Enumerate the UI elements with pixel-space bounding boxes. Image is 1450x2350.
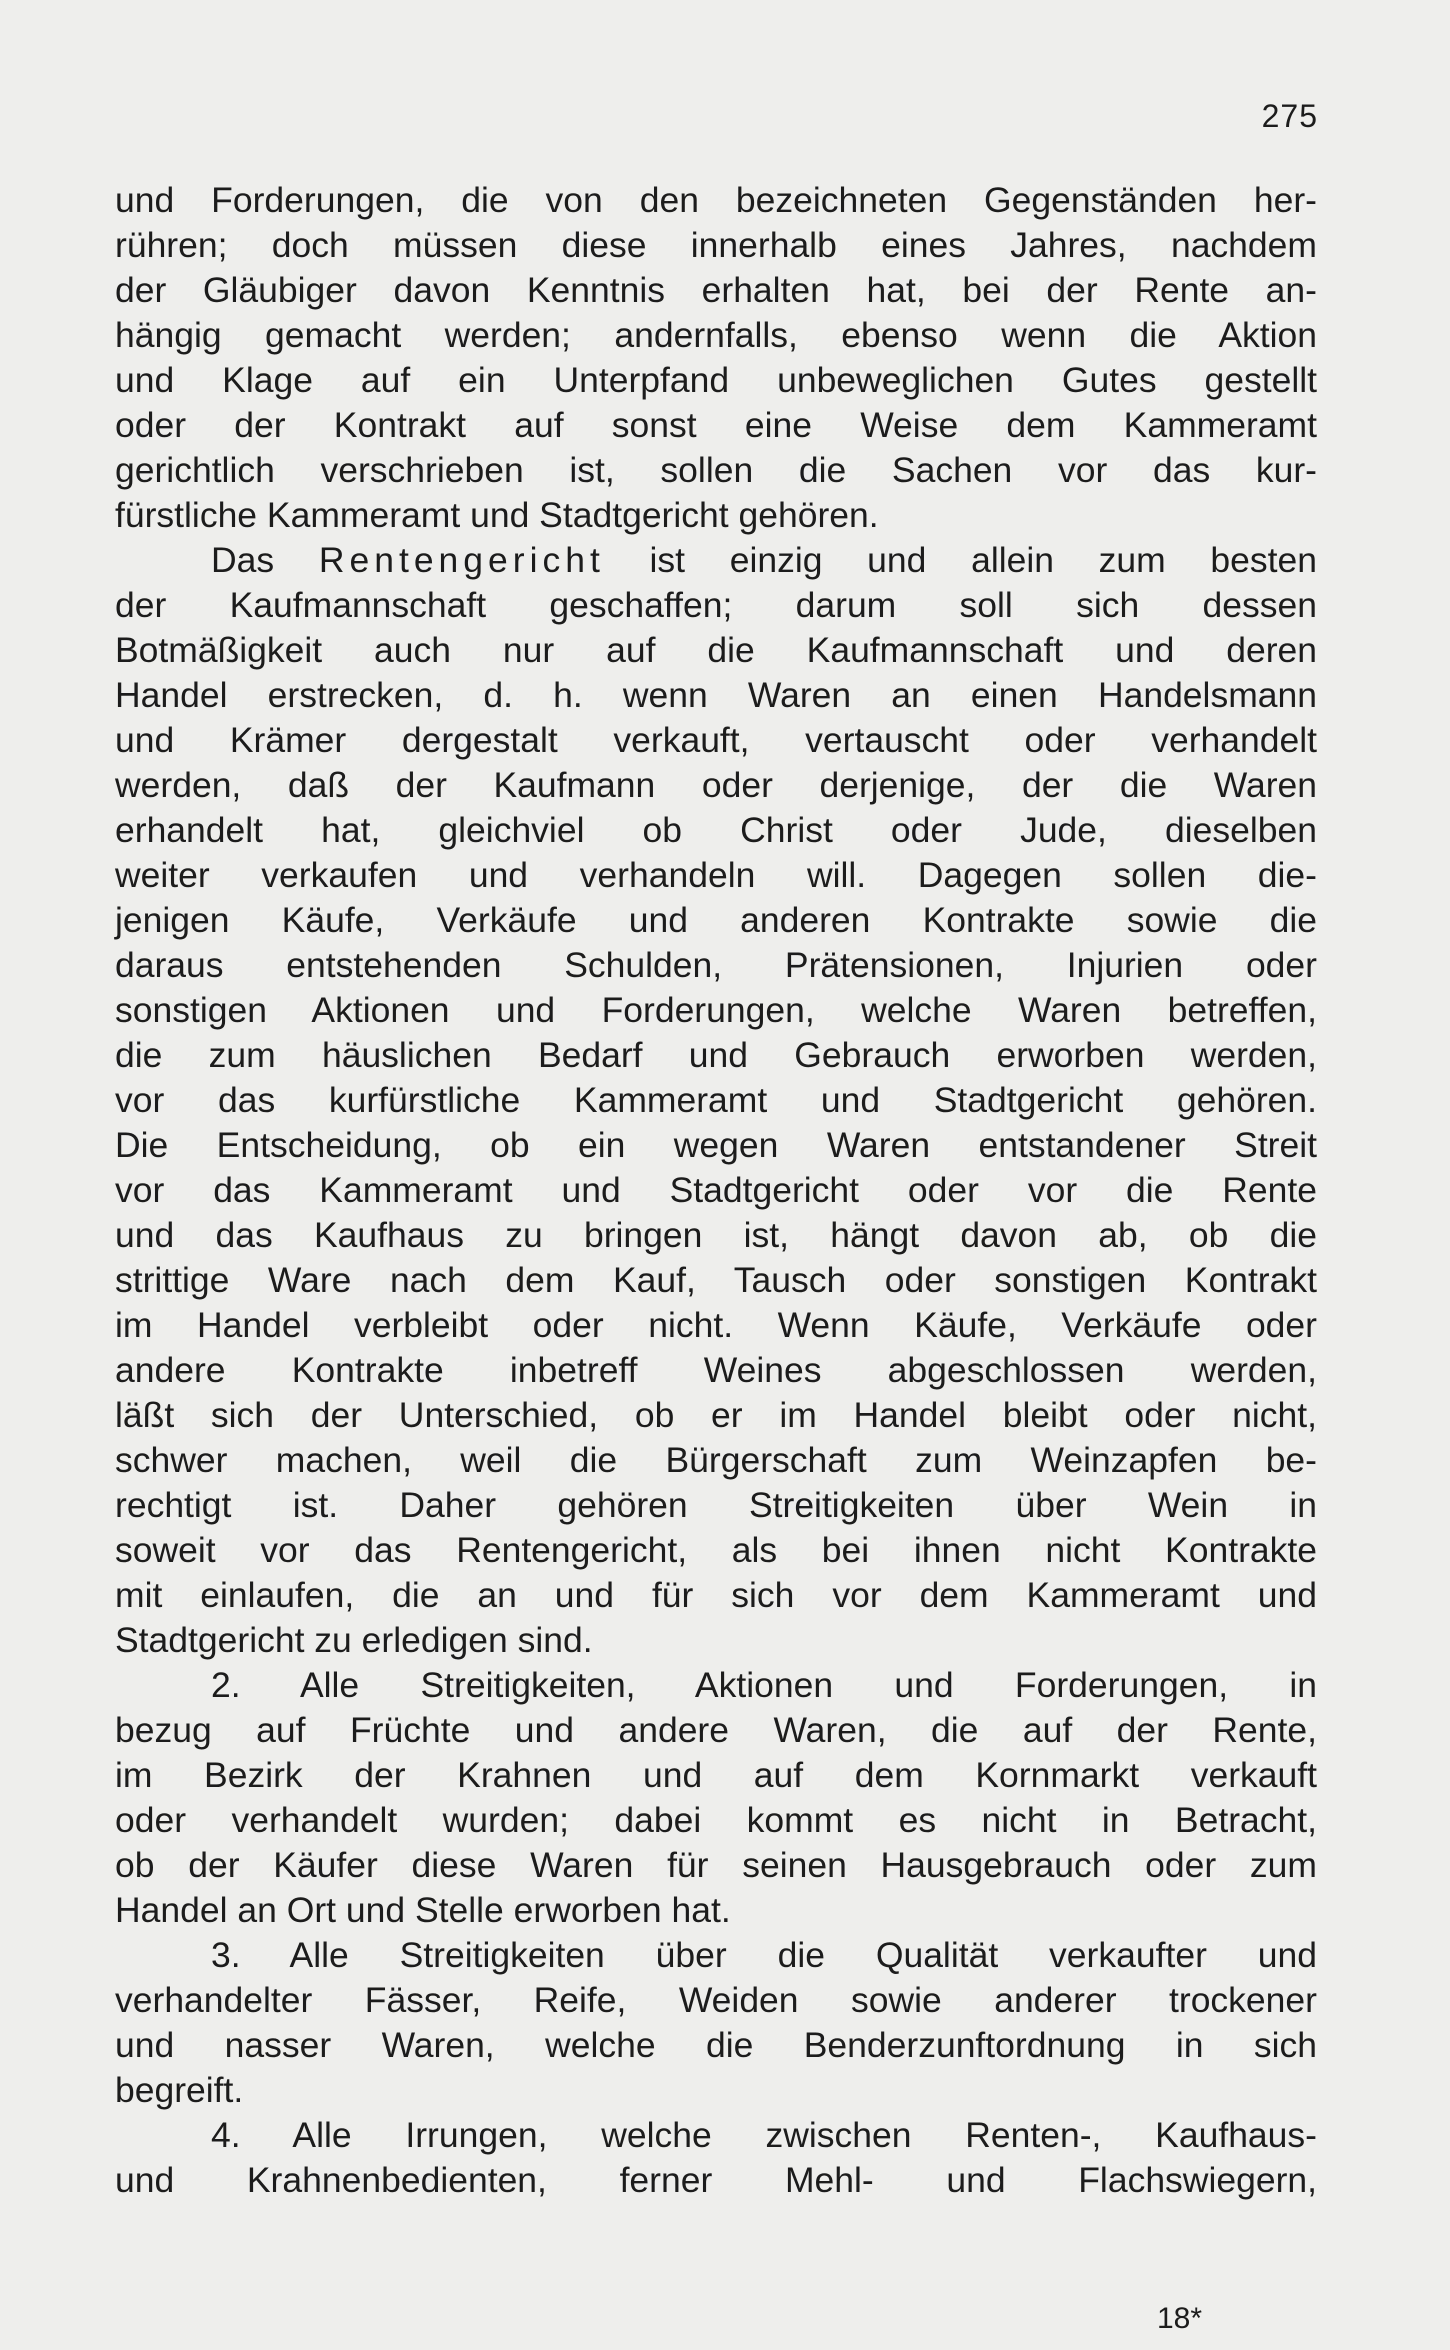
text-line: 2. Alle Streitigkeiten, Aktionen und Forderungen, in (211, 1665, 1317, 1705)
text-segment: ist einzig und allein zum besten (604, 540, 1317, 580)
text-line: sonstigen Aktionen und Forderungen, welche Waren betreffen, (115, 990, 1317, 1030)
text-line: fürstliche Kammeramt und Stadtgericht gehören. (115, 495, 879, 535)
text-line: weiter verkaufen und verhandeln will. Dagegen sollen die- (115, 855, 1317, 895)
text-line: Die Entscheidung, ob ein wegen Waren entstandener Streit (115, 1125, 1317, 1165)
text-line: der Gläubiger davon Kenntnis erhalten hat, bei der Rente an- (115, 270, 1317, 310)
text-line: daraus entstehenden Schulden, Prätensionen, Injurien oder (115, 945, 1317, 985)
text-line: werden, daß der Kaufmann oder derjenige, der die Waren (115, 765, 1317, 805)
text-line (115, 538, 1317, 583)
text-line: gerichtlich verschrieben ist, sollen die Sachen vor das kur- (115, 450, 1317, 490)
text-line: und Krämer dergestalt verkauft, vertauscht oder verhandelt (115, 720, 1317, 760)
text-line: soweit vor das Rentengericht, als bei ihnen nicht Kontrakte (115, 1530, 1317, 1570)
text-line: andere Kontrakte inbetreff Weines abgeschlossen werden, (115, 1350, 1317, 1390)
text-line: und Klage auf ein Unterpfand unbeweglichen Gutes gestellt (115, 360, 1317, 400)
text-line: rechtigt ist. Daher gehören Streitigkeiten über Wein in (115, 1485, 1317, 1525)
text-line: strittige Ware nach dem Kauf, Tausch oder sonstigen Kontrakt (115, 1260, 1317, 1300)
text-line: und das Kaufhaus zu bringen ist, hängt davon ab, ob die (115, 1215, 1317, 1255)
text-line: ob der Käufer diese Waren für seinen Hausgebrauch oder zum (115, 1845, 1317, 1885)
text-line: oder der Kontrakt auf sonst eine Weise dem Kammeramt (115, 405, 1317, 445)
text-line: oder verhandelt wurden; dabei kommt es nicht in Betracht, (115, 1800, 1317, 1840)
text-line: vor das Kammeramt und Stadtgericht oder vor die Rente (115, 1170, 1317, 1210)
text-line: rühren; doch müssen diese innerhalb eines Jahres, nachdem (115, 225, 1317, 265)
text-line: und Forderungen, die von den bezeichneten Gegenständen her- (115, 180, 1317, 220)
printer-signature-mark: 18* (1156, 2302, 1202, 2335)
body-text (115, 178, 1317, 2203)
text-line: Stadtgericht zu erledigen sind. (115, 1620, 593, 1660)
text-line: vor das kurfürstliche Kammeramt und Stadtgericht gehören. (115, 1080, 1317, 1120)
text-segment: Das (211, 540, 319, 580)
text-line: 4. Alle Irrungen, welche zwischen Renten-, Kaufhaus- (211, 2115, 1317, 2155)
text-line: und Krahnenbedienten, ferner Mehl- und Flachswiegern, (115, 2160, 1317, 2200)
text-line: hängig gemacht werden; andernfalls, ebenso wenn die Aktion (115, 315, 1317, 355)
text-line: im Handel verbleibt oder nicht. Wenn Käufe, Verkäufe oder (115, 1305, 1317, 1345)
text-line: im Bezirk der Krahnen und auf dem Kornmarkt verkauft (115, 1755, 1317, 1795)
text-line: erhandelt hat, gleichviel ob Christ oder Jude, dieselben (115, 810, 1317, 850)
text-line: und nasser Waren, welche die Benderzunftordnung in sich (115, 2025, 1317, 2065)
text-line: der Kaufmannschaft geschaffen; darum soll sich dessen (115, 585, 1317, 625)
text-line: Handel erstrecken, d. h. wenn Waren an einen Handelsmann (115, 675, 1317, 715)
emphasized-term: Rentengericht (318, 540, 605, 580)
text-line: jenigen Käufe, Verkäufe und anderen Kontrakte sowie die (115, 900, 1317, 940)
text-line: läßt sich der Unterschied, ob er im Handel bleibt oder nicht, (115, 1395, 1317, 1435)
text-line: die zum häuslichen Bedarf und Gebrauch erworben werden, (115, 1035, 1317, 1075)
text-line: 3. Alle Streitigkeiten über die Qualität verkaufter und (211, 1935, 1317, 1975)
text-line: verhandelter Fässer, Reife, Weiden sowie anderer trockener (115, 1980, 1317, 2020)
text-line: mit einlaufen, die an und für sich vor dem Kammeramt und (115, 1575, 1317, 1615)
text-line: schwer machen, weil die Bürgerschaft zum Weinzapfen be- (115, 1440, 1317, 1480)
text-line: bezug auf Früchte und andere Waren, die auf der Rente, (115, 1710, 1317, 1750)
page-number: 275 (1261, 98, 1318, 134)
text-line: begreift. (115, 2070, 244, 2110)
text-line: Handel an Ort und Stelle erworben hat. (115, 1890, 731, 1930)
text-line: Botmäßigkeit auch nur auf die Kaufmannschaft und deren (115, 630, 1317, 670)
